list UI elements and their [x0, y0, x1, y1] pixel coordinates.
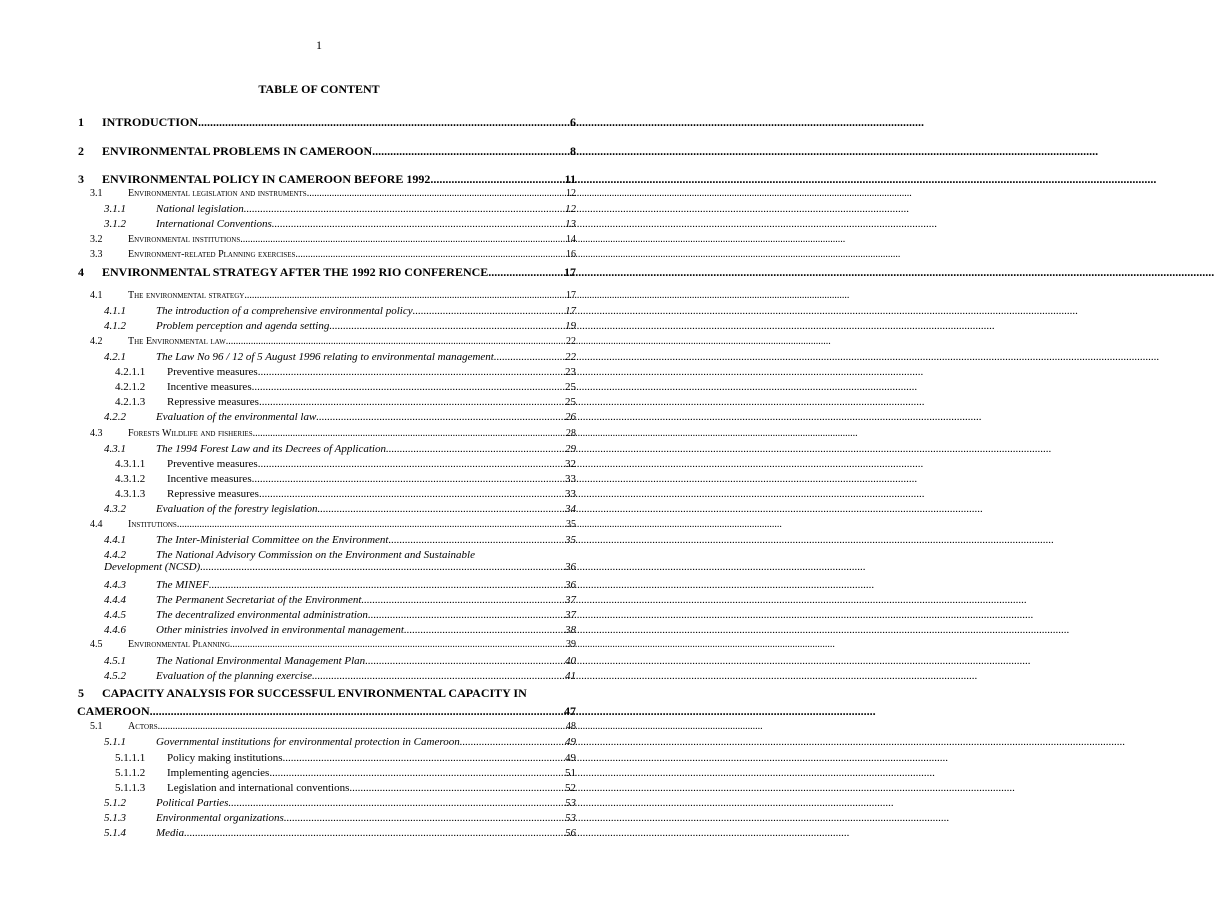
entry-number: 5.1.4 [104, 827, 126, 839]
toc-entry-level-4 [78, 473, 576, 485]
entry-number: 3.1.1 [104, 203, 126, 215]
entry-number: 3 [78, 172, 84, 186]
toc-entry-level-1 [78, 265, 576, 280]
entry-number: 5.1.2 [104, 797, 126, 809]
toc-entry-level-2 [78, 336, 576, 347]
dot-leader [259, 396, 565, 408]
entry-number: 4.3.2 [104, 503, 126, 515]
toc-entry-level-4 [78, 366, 576, 378]
dot-leader [307, 188, 566, 199]
entry-number: 5.1.1.1 [115, 752, 146, 764]
toc-entry-level-4 [78, 458, 576, 470]
entry-number: 3.1 [90, 188, 103, 199]
entry-page-number: 37 [565, 609, 576, 621]
toc-entry-level-3 [78, 579, 576, 591]
entry-title: ENVIRONMENTAL STRATEGY AFTER THE 1992 RIO CONFERENCE [102, 265, 489, 279]
entry-number: 4.5 [90, 639, 103, 650]
dot-leader [244, 290, 566, 301]
entry-page-number: 16 [566, 249, 576, 260]
dot-leader [388, 534, 565, 546]
toc-entry-level-3 [78, 670, 576, 682]
dot-leader [226, 336, 566, 347]
dot-leader [488, 265, 564, 280]
entry-page-number: 23 [565, 366, 576, 378]
entry-title: Repressive measures [167, 396, 259, 408]
entry-title: Evaluation of the forestry legislation [156, 503, 318, 515]
entry-number: 4.4 [90, 519, 103, 530]
entry-number: 5.1.3 [104, 812, 126, 824]
dot-leader [240, 234, 566, 245]
entry-title: Governmental institutions for environmental protection in Cameroon [156, 736, 460, 748]
dot-leader [295, 249, 566, 260]
entry-page-number: 22 [566, 336, 576, 347]
entry-title: Evaluation of the planning exercise [156, 670, 312, 682]
entry-title: Incentive measures [167, 473, 252, 485]
toc-entry-level-3 [78, 827, 576, 839]
dot-leader [372, 144, 570, 159]
toc-entry-level-2 [78, 290, 576, 301]
dot-leader [200, 561, 565, 573]
entry-page-number: 41 [565, 670, 576, 682]
entry-page-number: 11 [564, 172, 576, 186]
toc-entry-level-3 [78, 203, 576, 215]
entry-title: INTRODUCTION [102, 115, 199, 129]
entry-page-number: 14 [566, 234, 576, 245]
dot-leader [198, 115, 570, 130]
entry-number: 4.3 [90, 428, 103, 439]
entry-title: Institutions [128, 519, 177, 530]
toc-entry-level-3 [78, 594, 576, 606]
dot-leader [430, 172, 564, 187]
entry-title: National legislation [156, 203, 244, 215]
toc-entry-level-1 [78, 144, 576, 159]
dot-leader [318, 503, 565, 515]
entry-number: 4.3.1.2 [115, 473, 146, 485]
entry-title: CAPACITY ANALYSIS FOR SUCCESSFUL ENVIRONMENTAL CAPACITY IN [102, 686, 527, 700]
dot-leader [209, 579, 565, 591]
entry-title: Preventive measures [167, 458, 258, 470]
dot-leader [316, 411, 565, 423]
entry-page-number: 53 [565, 812, 576, 824]
dot-leader [386, 443, 565, 455]
entry-page-number: 49 [565, 752, 576, 764]
entry-page-number: 37 [565, 594, 576, 606]
dot-leader [283, 752, 565, 764]
entry-number: 5.1.1.2 [115, 767, 146, 779]
entry-page-number: 8 [570, 144, 576, 158]
entry-title-continued: Development (NCSD) [104, 561, 201, 573]
entry-title: The Environmental law [128, 336, 226, 347]
toc-entry-level-2 [78, 721, 576, 732]
dot-leader [284, 812, 565, 824]
entry-number: 4.1.1 [104, 305, 126, 317]
dot-leader [329, 320, 565, 332]
entry-page-number: 6 [570, 115, 576, 129]
toc-entry-level-2 [78, 188, 576, 199]
entry-number: 4.4.1 [104, 534, 126, 546]
toc-entry-level-2 [78, 234, 576, 245]
entry-page-number: 19 [565, 320, 576, 332]
entry-number: 4.3.1.3 [115, 488, 146, 500]
entry-number: 4.3.1 [104, 443, 126, 455]
entry-title: Evaluation of the environmental law [156, 411, 317, 423]
entry-title: Preventive measures [167, 366, 258, 378]
entry-number: 4.4.2 [104, 549, 126, 561]
entry-page-number: 51 [565, 767, 576, 779]
entry-title: Incentive measures [167, 381, 252, 393]
toc-entry-level-1 [78, 686, 576, 719]
entry-number: 3.1.2 [104, 218, 126, 230]
entry-title: Actors [128, 721, 158, 732]
entry-number: 4.2.1.2 [115, 381, 146, 393]
toc-entry-level-3 [78, 351, 576, 363]
toc-entry-level-4 [78, 396, 576, 408]
entry-page-number: 49 [565, 736, 576, 748]
dot-leader [272, 218, 565, 230]
entry-title: ENVIRONMENTAL POLICY IN CAMEROON BEFORE 1992 [102, 172, 431, 186]
entry-title: The Permanent Secretariat of the Environment [156, 594, 362, 606]
toc-entry-level-4 [78, 767, 576, 779]
entry-title: The introduction of a comprehensive environmental policy [156, 305, 413, 317]
entry-page-number: 35 [565, 534, 576, 546]
entry-page-number: 48 [566, 721, 576, 732]
dot-leader [258, 458, 565, 470]
entry-page-number: 40 [565, 655, 576, 667]
entry-number: 4.4.3 [104, 579, 126, 591]
entry-page-number: 17 [565, 305, 576, 317]
dot-leader [413, 305, 565, 317]
page-number: 1 [316, 38, 322, 52]
entry-title: Forests Wildlife and fisheries [128, 428, 253, 439]
toc-entry-level-2 [78, 249, 576, 260]
entry-number: 4.3.1.1 [115, 458, 146, 470]
toc-entry-level-4 [78, 488, 576, 500]
entry-page-number: 28 [566, 428, 576, 439]
toc-entry-level-3 [78, 736, 576, 748]
toc-entry-level-3 [78, 320, 576, 332]
toc-title: TABLE OF CONTENT [258, 82, 380, 96]
entry-number: 4.4.6 [104, 624, 126, 636]
dot-leader [258, 366, 565, 378]
entry-title: Policy making institutions [167, 752, 283, 764]
dot-leader [368, 609, 565, 621]
entry-page-number: 35 [566, 519, 576, 530]
entry-title: The environmental strategy [128, 290, 245, 301]
entry-number: 4.2.2 [104, 411, 126, 423]
entry-number: 3.3 [90, 249, 103, 260]
dot-leader [404, 624, 565, 636]
entry-page-number: 17 [564, 265, 576, 279]
entry-page-number: 25 [565, 396, 576, 408]
dot-leader [312, 670, 565, 682]
entry-title: Problem perception and agenda setting [156, 320, 330, 332]
entry-number: 1 [78, 115, 84, 129]
toc-entry-level-4 [78, 752, 576, 764]
entry-title: Political Parties [156, 797, 229, 809]
entry-page-number: 32 [565, 458, 576, 470]
entry-title: The decentralized environmental administration [156, 609, 368, 621]
entry-number: 4.5.1 [104, 655, 126, 667]
entry-page-number: 17 [566, 290, 576, 301]
dot-leader [494, 351, 565, 363]
dot-leader [361, 594, 565, 606]
entry-number: 4.1.2 [104, 320, 126, 332]
entry-title: The National Advisory Commission on the Environment and Sustainable [156, 549, 475, 561]
entry-page-number: 53 [565, 797, 576, 809]
entry-title: Environmental Planning [128, 639, 230, 650]
toc-entry-level-3 [78, 624, 576, 636]
dot-leader [269, 767, 565, 779]
entry-page-number: 12 [565, 203, 576, 215]
dot-leader [244, 203, 565, 215]
entry-title: The 1994 Forest Law and its Decrees of Application [156, 443, 386, 455]
entry-title: Legislation and international conventions [167, 782, 350, 794]
toc-entry-level-1 [78, 115, 576, 130]
toc-entry-level-4 [78, 782, 576, 794]
entry-page-number: 22 [565, 351, 576, 363]
toc-entry-level-3 [78, 549, 576, 573]
entry-title: Environment-related Planning exercises [128, 249, 296, 260]
entry-title: Environmental legislation and instruments [128, 188, 307, 199]
entry-page-number: 52 [565, 782, 576, 794]
entry-number: 4.4.4 [104, 594, 126, 606]
toc-entry-level-3 [78, 797, 576, 809]
dot-leader [184, 827, 565, 839]
toc-entry-level-4 [78, 381, 576, 393]
toc-entry-level-3 [78, 655, 576, 667]
toc-entry-level-3 [78, 411, 576, 423]
entry-number: 4.2.1 [104, 351, 126, 363]
entry-page-number: 25 [565, 381, 576, 393]
toc-entry-level-2 [78, 519, 576, 530]
dot-leader [460, 736, 565, 748]
entry-title: The Inter-Ministerial Committee on the Environment [156, 534, 389, 546]
toc-entry-level-3 [78, 305, 576, 317]
entry-number: 4 [78, 265, 84, 279]
toc-entry-level-3 [78, 609, 576, 621]
dot-leader [230, 639, 566, 650]
dot-leader [349, 782, 565, 794]
entry-title: International Conventions [156, 218, 272, 230]
entry-number: 4.5.2 [104, 670, 126, 682]
toc-entry-level-1 [78, 172, 576, 187]
entry-page-number: 56 [565, 827, 576, 839]
entry-number: 2 [78, 144, 84, 158]
entry-number: 5.1.1 [104, 736, 126, 748]
dot-leader [259, 488, 565, 500]
entry-page-number: 39 [566, 639, 576, 650]
entry-title: Other ministries involved in environmental management [156, 624, 404, 636]
entry-number: 4.2.1.3 [115, 396, 146, 408]
entry-number: 3.2 [90, 234, 103, 245]
entry-page-number: 36 [565, 561, 576, 573]
dot-leader [158, 721, 566, 732]
entry-page-number: 26 [565, 411, 576, 423]
entry-number: 5 [78, 686, 84, 700]
toc-entry-level-3 [78, 503, 576, 515]
entry-page-number: 13 [565, 218, 576, 230]
dot-leader [253, 428, 566, 439]
entry-page-number: 34 [565, 503, 576, 515]
dot-leader [252, 473, 565, 485]
entry-page-number: 33 [565, 473, 576, 485]
entry-page-number: 47 [564, 704, 576, 718]
entry-title: Implementing agencies [167, 767, 270, 779]
toc-entry-level-3 [78, 534, 576, 546]
entry-title: Environmental institutions [128, 234, 241, 245]
entry-title: The Law No 96 / 12 of 5 August 1996 relating to environmental management [156, 351, 494, 363]
entry-title: ENVIRONMENTAL PROBLEMS IN CAMEROON [102, 144, 373, 158]
entry-number: 4.2 [90, 336, 103, 347]
entry-title: Media [156, 827, 185, 839]
entry-page-number: 36 [565, 579, 576, 591]
entry-title: Repressive measures [167, 488, 259, 500]
entry-title: The National Environmental Management Plan [156, 655, 366, 667]
entry-page-number: 12 [566, 188, 576, 199]
entry-number: 4.4.5 [104, 609, 126, 621]
entry-title: The MINEF [156, 579, 209, 591]
dot-leader [177, 519, 566, 530]
toc-entry-level-3 [78, 812, 576, 824]
entry-page-number: 38 [565, 624, 576, 636]
entry-number: 5.1 [90, 721, 103, 732]
dot-leader [228, 797, 565, 809]
entry-page-number: 29 [565, 443, 576, 455]
dot-leader [150, 704, 564, 719]
entry-number: 4.1 [90, 290, 103, 301]
entry-title-continued: CAMEROON [77, 704, 150, 718]
entry-number: 4.2.1.1 [115, 366, 146, 378]
entry-page-number: 33 [565, 488, 576, 500]
toc-entry-level-3 [78, 218, 576, 230]
dot-leader [252, 381, 565, 393]
toc-entry-level-2 [78, 639, 576, 650]
toc-entry-level-2 [78, 428, 576, 439]
entry-number: 5.1.1.3 [115, 782, 146, 794]
entry-title: Environmental organizations [156, 812, 284, 824]
dot-leader [365, 655, 565, 667]
toc-entry-level-3 [78, 443, 576, 455]
